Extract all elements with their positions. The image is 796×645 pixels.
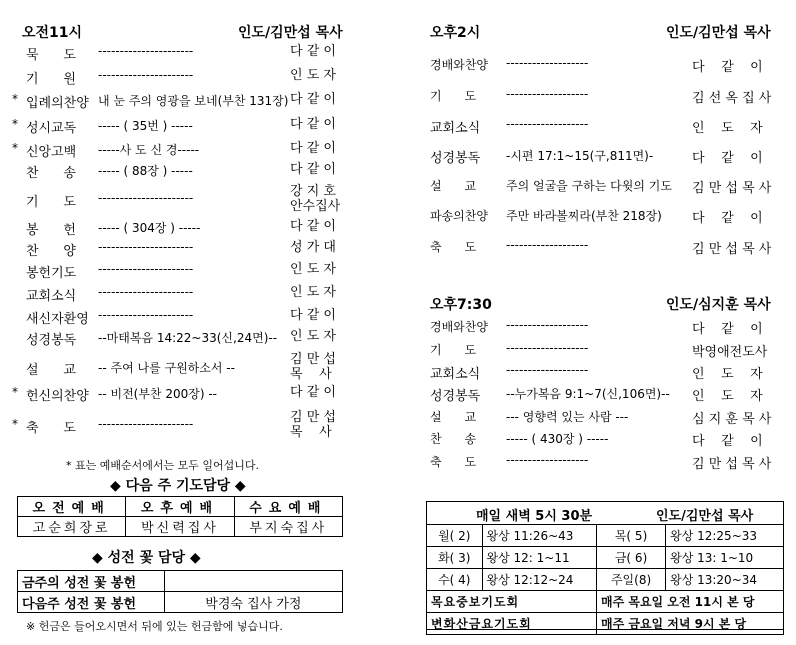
order-person: 다 같 이 (290, 92, 336, 107)
order-label: 새신자환영 (26, 312, 89, 327)
afternoon-title: 오후2시 (430, 25, 481, 41)
order-label: 축 도 (430, 455, 477, 469)
order-person: 김 만 섭 목 사 (290, 410, 336, 440)
order-label: 교회소식 (26, 289, 77, 304)
order-detail: ----- ( 35번 ) ----- (98, 119, 193, 133)
order-label: 설 교 (26, 363, 76, 378)
order-label: 기 도 (430, 89, 477, 103)
prayer-header: 오전예배 (18, 497, 126, 517)
required-star-marker: * (12, 385, 18, 399)
prayer-name: 고순희장로 (18, 517, 126, 537)
order-person: 심 지 훈 목 사 (692, 412, 772, 427)
order-detail: ---------------------- (98, 417, 194, 431)
order-label: 경배와찬양 (430, 58, 488, 72)
order-detail: 주만 바라볼찌라(부찬 218장) (506, 209, 662, 223)
order-person: 다 같 이 (692, 151, 763, 166)
order-label: 기 원 (26, 72, 76, 87)
meeting-name: 변화산금요기도회 (427, 613, 597, 635)
order-person: 인 도 자 (290, 68, 336, 83)
order-person: 다 같 이 (290, 141, 336, 156)
dawn-title: 매일 새벽 5시 30분 (476, 509, 593, 524)
offering-note: ※ 헌금은 들어오시면서 뒤에 있는 헌금함에 넣습니다. (26, 620, 283, 633)
order-label: 설 교 (430, 179, 477, 193)
required-star-marker: * (12, 117, 18, 131)
order-detail: -----사 도 신 경----- (98, 143, 200, 157)
order-person: 다 같 이 (692, 322, 763, 337)
order-person: 인 도 자 (290, 285, 336, 300)
order-person: 인 도 자 (692, 367, 763, 382)
order-label: 봉 헌 (26, 223, 76, 238)
order-detail: --- 영향력 있는 사람 --- (506, 410, 629, 424)
meeting-info: 매주 목요일 오전 11시 본 당 (596, 591, 783, 613)
flower-row-value: 박경숙 집사 가정 (164, 592, 342, 613)
order-label: 경배와찬양 (430, 320, 488, 334)
standing-note: * 표는 예배순서에서는 모두 일어섭니다. (66, 459, 259, 472)
order-detail: ---------------------- (98, 285, 194, 299)
prayer-duty-title: ◆ 다음 주 기도담당 ◆ (110, 478, 246, 494)
order-detail: ------------------- (506, 238, 589, 252)
order-person: 인 도 자 (290, 329, 336, 344)
dawn-day: 금( 6) (596, 547, 665, 569)
order-person: 다 같 이 (290, 308, 336, 323)
order-person: 김 만 섭 목 사 (290, 352, 336, 382)
evening-leader: 인도/심지훈 목사 (666, 297, 771, 313)
order-detail: -- 주여 나를 구원하소서 -- (98, 361, 235, 375)
order-detail: ---------------------- (98, 44, 194, 58)
order-label: 축 도 (430, 240, 477, 254)
order-detail: ----- ( 304장 ) ----- (98, 221, 201, 235)
order-label: 찬 송 (430, 432, 477, 446)
required-star-marker: * (12, 141, 18, 155)
order-detail: ------------------- (506, 453, 589, 467)
prayer-name: 박신력집사 (126, 517, 234, 537)
dawn-passage: 왕상 13:20~34 (666, 569, 784, 591)
order-person: 다 같 이 (290, 385, 336, 400)
order-detail: ------------------- (506, 318, 589, 332)
order-detail: ---------------------- (98, 68, 194, 82)
order-person: 다 같 이 (290, 219, 336, 234)
order-detail: 내 눈 주의 영광을 보네(부찬 131장) (98, 94, 289, 108)
order-label: 입례의찬양 (26, 96, 89, 111)
order-label: 기 도 (430, 343, 477, 357)
dawn-passage: 왕상 12: 1~11 (482, 547, 596, 569)
order-person: 다 같 이 (692, 60, 763, 75)
morning-title: 오전11시 (22, 25, 83, 41)
order-detail: --누가복음 9:1~7(신,106면)-- (506, 387, 670, 401)
dawn-passage: 왕상 11:26~43 (482, 525, 596, 547)
order-label: 파송의찬양 (430, 209, 488, 223)
order-detail: --마태복음 14:22~33(신,24면)-- (98, 331, 278, 345)
flower-row-label: 다음주 성전 꽃 봉헌 (18, 592, 165, 613)
morning-leader: 인도/김만섭 목사 (238, 25, 343, 41)
dawn-passage: 왕상 13: 1~10 (666, 547, 784, 569)
dawn-day: 목( 5) (596, 525, 665, 547)
order-label: 봉헌기도 (26, 266, 77, 281)
order-person: 다 같 이 (290, 117, 336, 132)
order-detail: -시편 17:1~15(구,811면)- (506, 149, 654, 163)
required-star-marker: * (12, 92, 18, 106)
dawn-passage: 왕상 12:12~24 (482, 569, 596, 591)
order-label: 신앙고백 (26, 145, 77, 160)
order-person: 다 같 이 (290, 44, 336, 59)
order-person: 김 만 섭 목 사 (692, 181, 772, 196)
order-person: 다 같 이 (692, 211, 763, 226)
afternoon-leader: 인도/김만섭 목사 (666, 25, 771, 41)
order-detail: ---------------------- (98, 262, 194, 276)
order-detail: ---------------------- (98, 240, 194, 254)
dawn-passage: 왕상 12:25~33 (666, 525, 784, 547)
dawn-schedule-table (426, 524, 784, 635)
order-person: 김 만 섭 목 사 (692, 242, 772, 257)
order-label: 교회소식 (430, 121, 481, 136)
order-label: 교회소식 (430, 367, 481, 382)
evening-title: 오후7:30 (430, 297, 492, 313)
order-label: 성시교독 (26, 121, 77, 136)
flower-duty-table (17, 570, 343, 613)
prayer-header: 수요예배 (234, 497, 342, 517)
flower-duty-title: ◆ 성전 꽃 담당 ◆ (92, 550, 201, 566)
order-person: 다 같 이 (290, 162, 336, 177)
prayer-name: 부지숙집사 (234, 517, 342, 537)
flower-row-label: 금주의 성전 꽃 봉헌 (18, 571, 165, 592)
order-detail: ---------------------- (98, 191, 194, 205)
order-detail: ---------------------- (98, 308, 194, 322)
order-label: 성경봉독 (430, 151, 481, 166)
order-person: 김 선 옥 집 사 (692, 91, 772, 106)
flower-row-value (164, 571, 342, 592)
dawn-day: 월( 2) (427, 525, 483, 547)
order-label: 기 도 (26, 195, 76, 210)
order-detail: ------------------- (506, 363, 589, 377)
order-label: 헌신의찬양 (26, 389, 89, 404)
order-person: 인 도 자 (692, 389, 763, 404)
order-person: 다 같 이 (692, 434, 763, 449)
dawn-leader: 인도/김만섭 목사 (656, 509, 754, 524)
order-label: 찬 양 (26, 244, 76, 259)
dawn-day: 수( 4) (427, 569, 483, 591)
order-detail: 주의 얼굴을 구하는 다윗의 기도 (506, 179, 672, 193)
order-detail: ----- ( 430장 ) ----- (506, 432, 609, 446)
order-person: 강 지 호 안수집사 (290, 184, 341, 214)
dawn-day: 화( 3) (427, 547, 483, 569)
order-person: 성 가 대 (290, 240, 336, 255)
prayer-duty-table (17, 496, 343, 537)
required-star-marker: * (12, 417, 18, 431)
order-person: 인 도 자 (692, 121, 763, 136)
dawn-day: 주일(8) (596, 569, 665, 591)
order-detail: ------------------- (506, 56, 589, 70)
order-label: 찬 송 (26, 166, 76, 181)
meeting-info: 매주 금요일 저녁 9시 본 당 (596, 613, 783, 635)
order-label: 축 도 (26, 421, 76, 436)
order-person: 박영애전도사 (692, 345, 768, 360)
order-person: 인 도 자 (290, 262, 336, 277)
order-detail: ----- ( 88장 ) ----- (98, 164, 193, 178)
order-label: 성경봉독 (26, 333, 77, 348)
order-detail: ------------------- (506, 341, 589, 355)
meeting-name: 목요중보기도회 (427, 591, 597, 613)
order-detail: ------------------- (506, 87, 589, 101)
order-label: 설 교 (430, 410, 477, 424)
order-detail: -- 비전(부찬 200장) -- (98, 387, 217, 401)
order-person: 김 만 섭 목 사 (692, 457, 772, 472)
order-label: 묵 도 (26, 48, 76, 63)
order-label: 성경봉독 (430, 389, 481, 404)
prayer-header: 오후예배 (126, 497, 234, 517)
order-detail: ------------------- (506, 117, 589, 131)
